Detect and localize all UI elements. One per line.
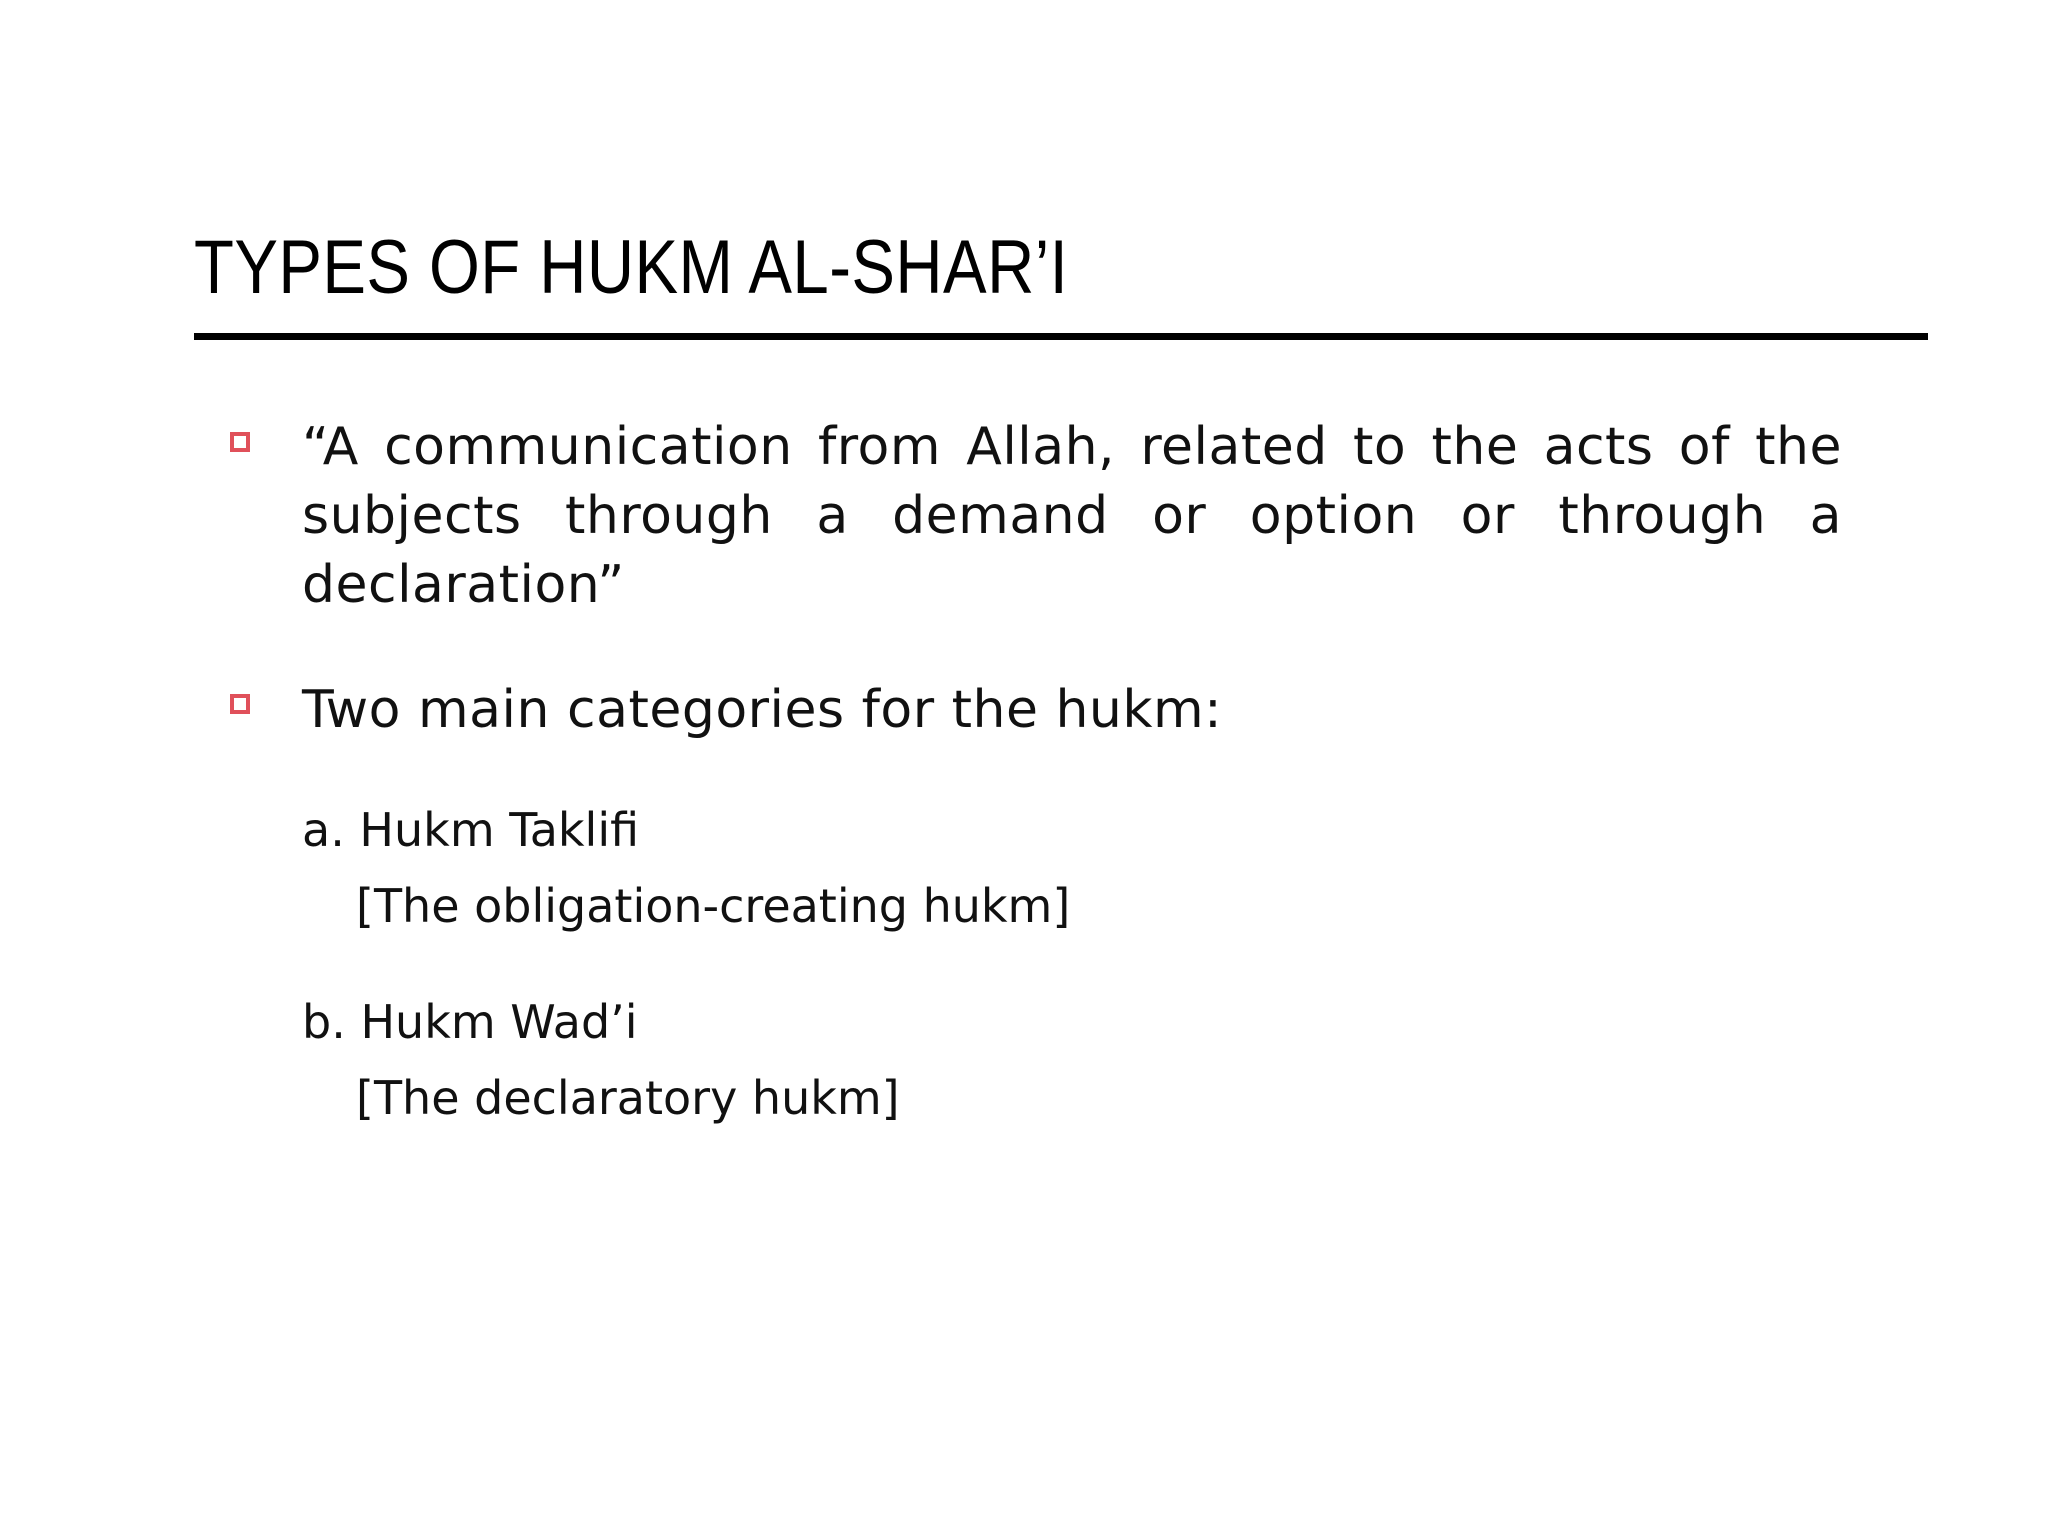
category-a-label: a. Hukm Taklifi bbox=[302, 803, 640, 857]
definition-quote: “A communication from Allah, related to the acts of the subjects through a demand or option or through a declaration” bbox=[302, 417, 1842, 615]
square-bullet-icon bbox=[230, 694, 250, 714]
slide-title: TYPES OF HUKM AL-SHAR’I bbox=[194, 225, 1069, 310]
categories-intro: Two main categories for the hukm: bbox=[302, 680, 1223, 740]
category-b-label: b. Hukm Wad’i bbox=[302, 995, 638, 1049]
title-underline bbox=[194, 333, 1928, 340]
category-a-description: [The obligation-creating hukm] bbox=[356, 879, 1071, 933]
category-b-description: [The declaratory hukm] bbox=[356, 1071, 900, 1125]
square-bullet-icon bbox=[230, 432, 250, 452]
